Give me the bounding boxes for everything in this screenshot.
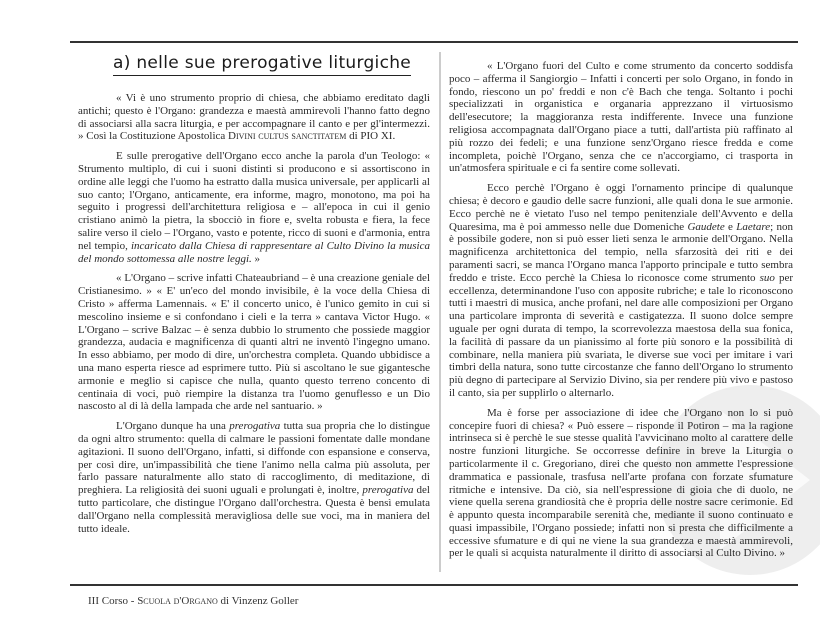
text: L'Organo dunque ha una <box>116 420 230 433</box>
encyclical-title: Divini cultus sanctitatem <box>228 130 347 143</box>
italic-text: suo <box>759 271 775 284</box>
text: per eccellenza, determinandone l'uso con apposite rubriche; e tale lo riconoscono tutti i maestri di musica, anche profani, nel dare alle composizioni per Organo una particolare impronta di severità e castigatezza. Il suono dolce sempre uguale per ogni durata di tempo, la scorrevolezza maestosa della sua fonica, la facilità di passare da un pianissimo al forte più sonoro e la possibilità di combinare, nella maniera più svariata, le diverse sue voci per imitare i vari timbri della natura, sono tutte circostanze che fanno dell'Organo lo strumento più degno di partecipare al Servizio Divino, sia per rendere più vivo e pastoso il canto, sia per supplirlo o alternarlo. <box>449 271 794 399</box>
top-rule <box>70 41 798 43</box>
column-divider <box>439 52 441 572</box>
italic-text: incaricato dalla Chiesa di rappresentare al Culto Divino la musica del mondo sottomessa alle nostre leggi. <box>78 239 430 265</box>
paragraph: « L'Organo fuori del Culto e come strumento da concerto soddisfa poco – afferma il Sangiorgio – Infatti i concerti per solo Organo, in fondo in fondo, riescono un po' freddi e non c'è Bach che tenga. Soltanto i pochi specializzati in organistica e organaria apprezzano il virtuosismo dell'esecutore; la maggioranza resta indifferente. Invece una funzione religiosa accompagnata dall'Organo piace a tutti, dall'artista più raffinato al più rozzo dei fedeli; e una funzione senz'Organo riesce fredda e come incompleta, poichè l'Organo, senza che ce n'accorgiamo, ci trasporta in un'atmosfera spirituale e ci fa sentire come sollevati. <box>449 60 793 175</box>
left-column <box>78 92 430 542</box>
paragraph <box>78 92 430 143</box>
paragraph <box>78 420 430 535</box>
right-column <box>449 60 793 567</box>
text: E sulle prerogative dell'Organo ecco anche la parola d'un Teologo: « Strumento multiplo, di cui i suoni distinti si producono e si assortiscono in ordine alle leggi che l'uomo ha estratto dalla musica universale, per applicarli al suo canto; l'Organo, anticamente, era informe, magro, monotono, ma poi ha seguito i progressi dell'architettura religiosa e – all'epoca in cui il genio cristiano animò la pietra, la sbocciò in fiore e, svelta robusta e fiera, la fece salire verso il cielo – l'Organo, vasto e potente, ricco di suoni e d'armonia, entra nel tempio, <box>78 150 430 252</box>
text: » <box>251 252 260 265</box>
paragraph <box>78 150 430 265</box>
text: « Vi è uno strumento proprio di chiesa, che abbiamo ereditato dagli antichi; questo è l'Organo: grandezza e maestà ammirevoli l'hanno fatto degno di associarsi alla sacra liturgia, e per accompagnare il canto e per gl'intermezzi. » Così la Costituzione Apostolica <box>78 92 430 143</box>
italic-text: Laetare <box>736 220 771 233</box>
paragraph <box>449 182 793 400</box>
italic-text: Gaudete <box>687 220 725 233</box>
section-title: a) nelle sue prerogative liturgiche <box>113 52 411 76</box>
text: Ecco perchè l'Organo è oggi l'ornamento principe di qualunque chiesa; è decoro e gaudio delle sacre funzioni, alle quali dona le sue armonie. Ecco perchè ne è vietato l'uso nel tempo penitenziale dell'Avvento e della Quaresima, ma è poi ammesso nelle due Domeniche <box>449 182 793 233</box>
paragraph: Ma è forse per associazione di idee che l'Organo non lo si può concepire fuori di chiesa? « Può essere – risponde il Potiron – ma la ragione intrinseca si è perchè le sue stesse qualità l'avvicinano molto al carattere delle nostre funzioni liturgiche. Se occorresse definire in breve la Liturgia o particolarmente il c. Gregoriano, direi che questo non ammette l'espressione drammatica e passionale, trasfusa nell'arte profana con forzate sfumature ritmiche e intensive. Da ciò, sia nell'espressione di gioia che di duolo, ne viene quella serena grandiosità che è propria delle nostre sacre cerimonie. Ed è appunto questa incomparabile serenità che, mediante il suono continuato e quasi impassibile, l'Organo possiede; infatti non si presta che difficilmente a eccessive sfumature e di qui ne viene la sua grandezza e maestà ammirevoli, per le quali si acquista naturalmente il diritto di associarsi al Culto Divino. » <box>449 406 793 560</box>
paragraph: « L'Organo – scrive infatti Chateaubriand – è una creazione geniale del Cristianesimo. » « E' un'eco del mondo invisibile, è la voce della Chiesa di Cristo » afferma Lamennais. « E' il concerto unico, è l'unico gemito in cui si mescolino insieme e si confondano i cieli e la terra » cantava Victor Hugo. « L'Organo – scrive Balzac – è senza dubbio lo strumento che possiede maggior grandezza, audacia e magnificenza di quanti altri ne inventò l'ingegno umano. In esso abbiamo, per modo di dire, un'orchestra completa. Quando ubbidisce a una mano esperta riesce ad esprimere tutto. Più si ascoltano le sue gigantesche armonie e meglio si capisce che nulla, quanto questo terreno concento di centinaia di voci, può riempire la distanza tra l'uomo genuflesso e un Dio nascosto al di là della lampada che arde nel santuario. » <box>78 272 430 413</box>
bottom-rule <box>70 584 798 586</box>
text: del tutto particolare, che distingue l'Organo dall'orchestra. Questa è bensì emulata dall'Organo nella complessità meravigliosa delle sue voci, ma in maniera del tutto ideale. <box>78 484 430 535</box>
text: e <box>724 220 737 233</box>
footer-text: III Corso - <box>88 595 138 607</box>
footer-book-title: Scuola d'Organo <box>137 595 218 607</box>
page-footer <box>88 595 298 608</box>
italic-text: prerogativa <box>229 420 281 433</box>
footer-author: di Vinzenz Goller <box>217 595 299 607</box>
italic-text: prerogativa <box>362 484 414 497</box>
text: tutta sua propria che lo distingue da ogni altro strumento: quella di calmare le passioni fomentate dalle mondane agitazioni. Il suono dell'Organo, infatti, si diffonde con espansione e conserva, per così dire, un'impassibilità che tiene l'animo nella calma più assoluta, per farlo passare naturalmente allo stato di raccoglimento, di meditazione, di preghiera. La religiosità dei suoni uguali e prolungati è, inoltre, <box>78 420 430 497</box>
text: ; non è possibile godere, non si può esser lieti senza le armonie dell'Organo. Nella magnificenza architettonica del tempio, nella sfarzosità dei riti e dei paramenti sacri, se manca l'Organo manca l'apporto principale e tutto sembra freddo e triste. Ecco perchè la Chiesa lo riconosce come strumento <box>449 220 793 284</box>
text: di PIO XI. <box>346 130 396 143</box>
